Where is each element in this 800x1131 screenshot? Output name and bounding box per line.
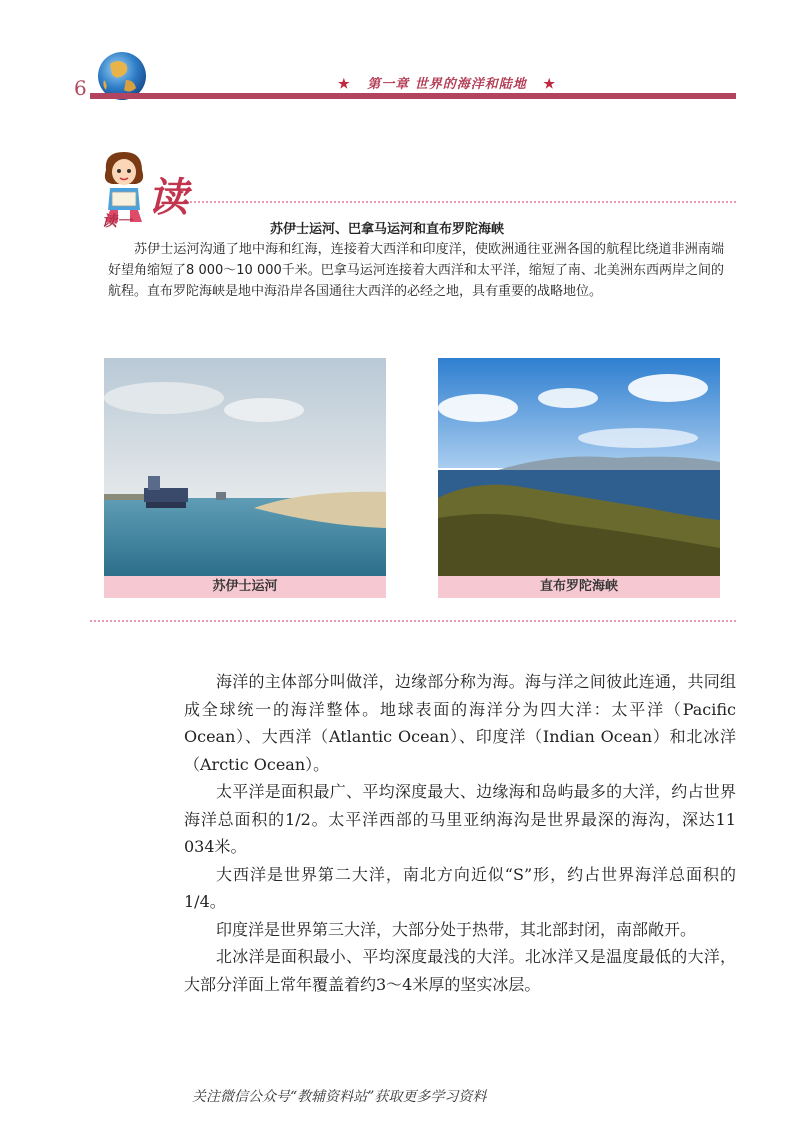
star-icon: ★ [338, 77, 351, 92]
suez-canal-caption: 苏伊士运河 [104, 576, 386, 598]
gibraltar-photo [438, 358, 720, 576]
read-paragraph: 苏伊士运河沟通了地中海和红海，连接着大西洋和印度洋，使欧洲通往亚洲各国的航程比绕道非洲南端好望角缩短了8 000～10 000千米。巴拿马运河连接着大西洋和太平洋，缩短了南、北美洲东西两岸之间的航程。直布罗陀海峡是地中海沿岸各国通往大西洋的必经之地，具有重要的战略地位。 [108, 242, 724, 299]
star-icon: ★ [543, 77, 556, 92]
read-title: 苏伊士运河、巴拿马运河和直布罗陀海峡 [270, 222, 505, 237]
paragraph-oceans: 海洋的主体部分叫做洋，边缘部分称为海。海与洋之间彼此连通，共同组成全球统一的海洋整体。地球表面的海洋分为四大洋：太平洋（Pacific Ocean）、大西洋（Atlantic Ocean）、印度洋（Indian Ocean）和北冰洋（Arctic Ocean）。 [184, 672, 736, 774]
read-big-glyph: 读 [148, 174, 188, 221]
read-label: 读一 [102, 212, 133, 230]
main-text [184, 668, 736, 998]
paragraph-atlantic: 大西洋是世界第二大洋，南北方向近似“S”形，约占世界海洋总面积的1/4。 [184, 864, 736, 911]
page-number: 6 [74, 76, 87, 100]
footer-note: 关注微信公众号“教辅资料站”获取更多学习资料 [192, 1089, 487, 1105]
paragraph-arctic: 北冰洋是面积最小、平均深度最浅的大洋。北冰洋又是温度最低的大洋，大部分洋面上常年覆盖着约3～4米厚的坚实冰层。 [184, 947, 736, 994]
chapter-header [338, 73, 556, 92]
section-divider [90, 620, 736, 622]
header-divider [90, 93, 736, 99]
paragraph-indian: 印度洋是世界第三大洋，大部分处于热带，其北部封闭，南部敞开。 [216, 919, 697, 939]
section-divider [190, 201, 736, 203]
chapter-title: 第一章 世界的海洋和陆地 [367, 77, 527, 92]
paragraph-pacific: 太平洋是面积最广、平均深度最大、边缘海和岛屿最多的大洋，约占世界海洋总面积的1/2。太平洋西部的马里亚纳海沟是世界最深的海沟，深达11 034米。 [184, 782, 736, 856]
gibraltar-caption: 直布罗陀海峡 [438, 576, 720, 598]
suez-canal-photo [104, 358, 386, 576]
